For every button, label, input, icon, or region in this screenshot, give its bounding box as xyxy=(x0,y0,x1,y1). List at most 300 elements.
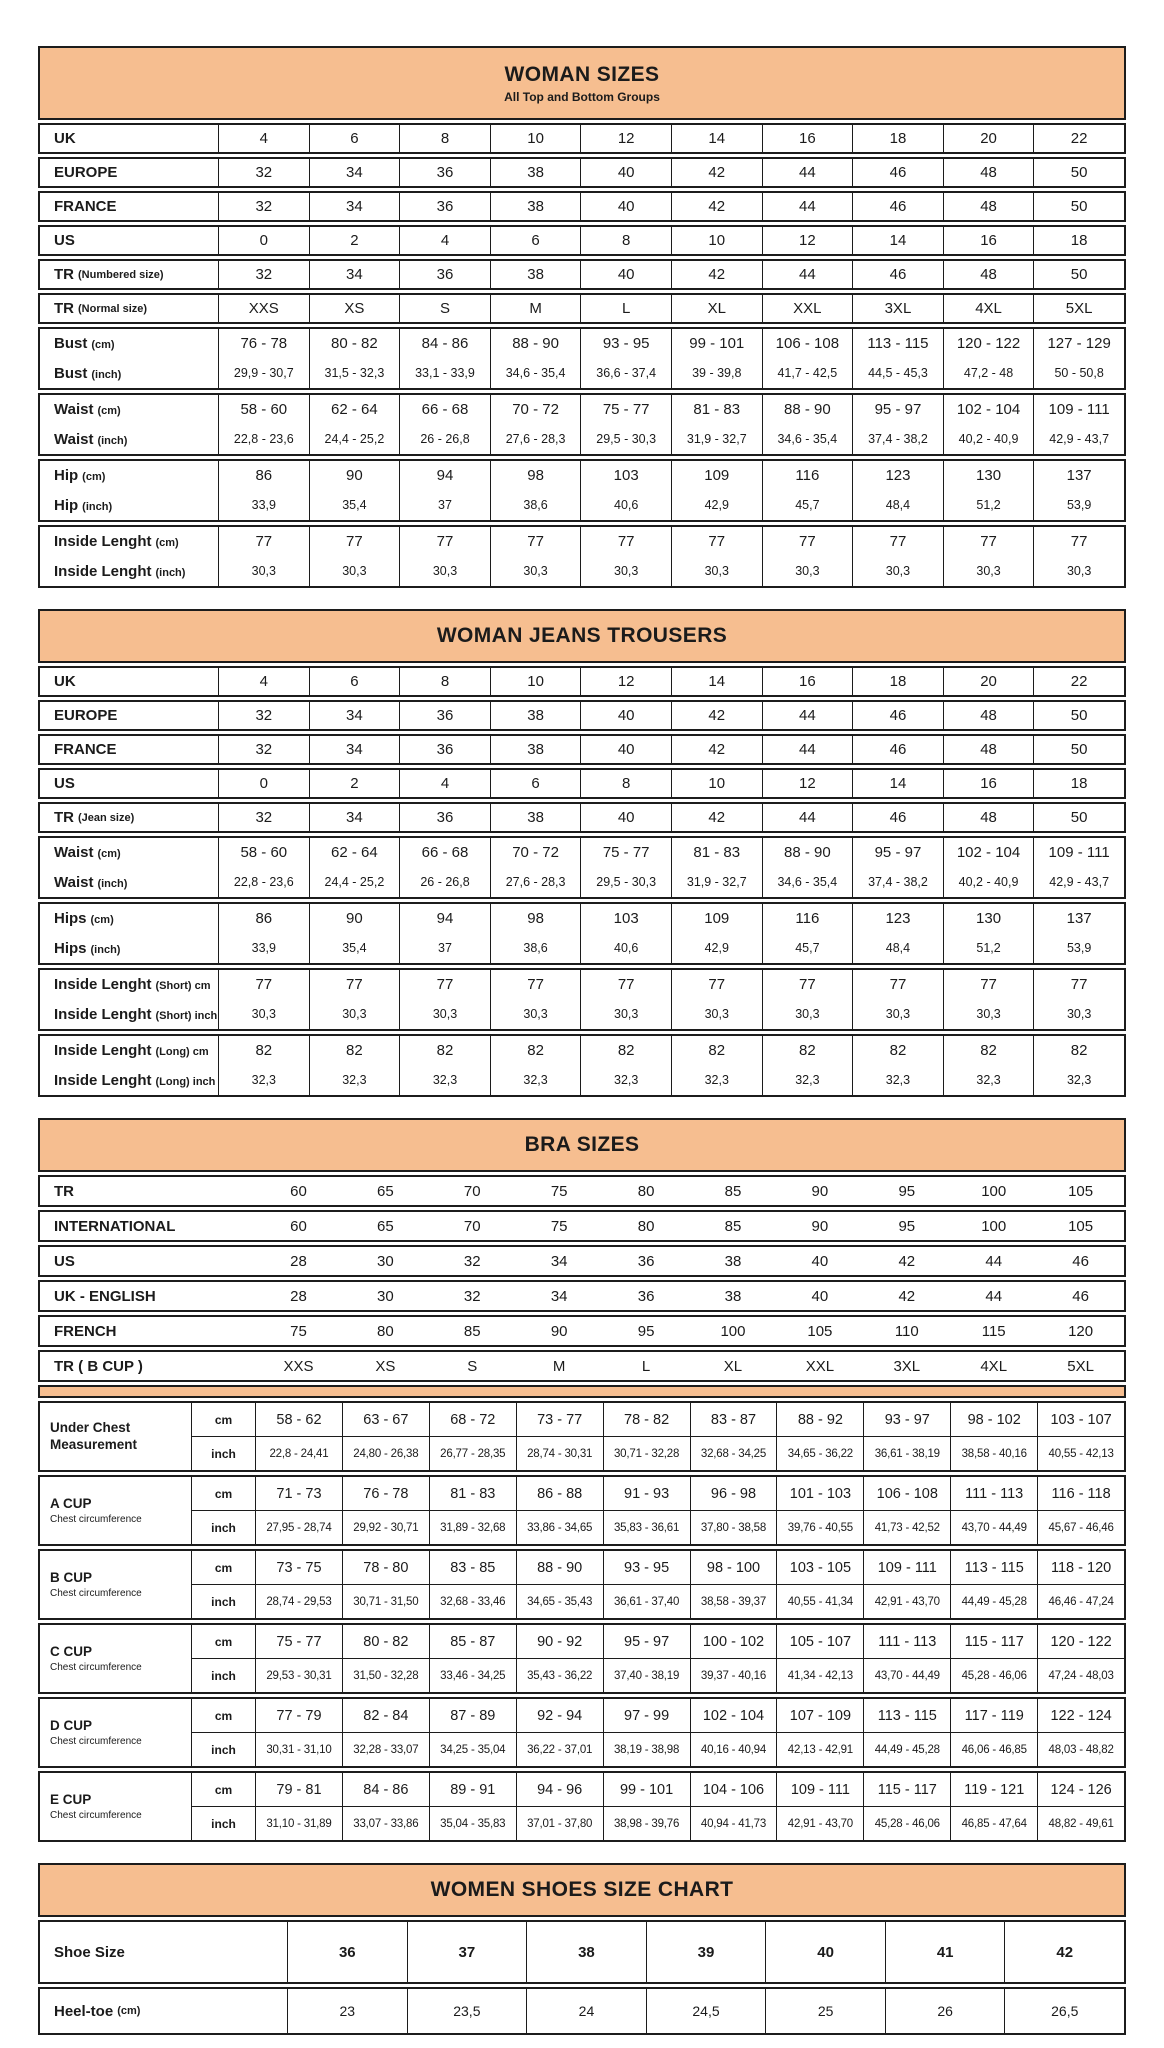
value-cell: 25 xyxy=(765,1989,885,2033)
value-column xyxy=(776,1477,863,1544)
row-label xyxy=(40,904,218,963)
value-column xyxy=(776,1699,863,1766)
value-inch: 41,73 - 42,52 xyxy=(864,1510,950,1544)
value-column xyxy=(603,1625,690,1692)
value-inch: 30,3 xyxy=(614,564,639,579)
value-inch: 40,55 - 41,34 xyxy=(777,1584,863,1618)
value-cell: 36 xyxy=(637,1252,655,1270)
value-cm: 137 xyxy=(1066,910,1092,928)
value-column xyxy=(852,527,943,586)
value-inch: 42,9 - 43,7 xyxy=(1049,432,1110,447)
value-cell: 3XL xyxy=(893,1357,921,1375)
cup-label: B CUP xyxy=(50,1569,93,1585)
value-cell: 36 xyxy=(399,159,490,186)
value-cell: 22 xyxy=(1033,668,1124,695)
value-column xyxy=(1033,970,1124,1029)
value-cm: 82 xyxy=(980,1042,997,1060)
row-label-note: (cm) xyxy=(97,848,121,861)
value-cell: 34 xyxy=(309,193,400,220)
row-label-text: Inside Lenght xyxy=(54,976,152,994)
jeans-trousers-table xyxy=(38,609,1126,1097)
value-cell: 10 xyxy=(671,227,762,254)
row-label xyxy=(40,261,218,288)
value-column xyxy=(342,1551,429,1618)
value-column xyxy=(950,1699,1037,1766)
value-cm: 77 xyxy=(436,533,454,551)
value-column xyxy=(309,838,400,897)
row-label-note: (cm) xyxy=(155,537,179,550)
value-cm: 93 - 95 xyxy=(602,335,650,353)
value-cm: 77 xyxy=(527,533,544,551)
value-cell: 38 xyxy=(526,1922,646,1982)
row-label-note: (inch) xyxy=(97,434,128,447)
value-column xyxy=(516,1699,603,1766)
value-cm: 68 - 72 xyxy=(450,1411,496,1428)
value-cell: 85 xyxy=(724,1217,742,1235)
value-cm: 82 xyxy=(708,1042,726,1060)
unit-column xyxy=(191,1403,255,1470)
table-row xyxy=(38,1920,1126,1984)
row-label-note: (Long) inch xyxy=(155,1075,216,1088)
value-column xyxy=(399,527,490,586)
value-inch: 30,3 xyxy=(1066,564,1092,579)
value-inch: 46,06 - 46,85 xyxy=(951,1732,1037,1766)
row-label-inch-line xyxy=(54,940,218,957)
value-cell: 40 xyxy=(580,261,671,288)
value-column xyxy=(218,1036,309,1095)
value-cell: 40 xyxy=(811,1252,829,1270)
value-inch: 33,07 - 33,86 xyxy=(343,1806,429,1840)
value-cell: 32 xyxy=(463,1287,481,1305)
value-column xyxy=(255,1551,342,1618)
value-cell: 36 xyxy=(399,193,490,220)
value-inch: 31,5 - 32,3 xyxy=(324,366,385,381)
jeans-title: WOMAN JEANS TROUSERS xyxy=(436,624,728,647)
row-label-note: (cm) xyxy=(90,914,114,927)
value-cell: 0 xyxy=(218,227,309,254)
value-cell: 120 xyxy=(1068,1322,1094,1340)
value-cm: 113 - 115 xyxy=(964,1559,1024,1576)
value-cm: 94 - 96 xyxy=(537,1781,583,1798)
value-cell: 42 xyxy=(1004,1922,1124,1982)
value-column xyxy=(580,461,671,520)
value-inch: 40,6 xyxy=(614,498,639,513)
row-label-note: (inch) xyxy=(97,877,128,890)
value-cell: 44 xyxy=(762,804,853,831)
value-cm: 77 xyxy=(708,976,726,994)
woman-sizes-rows xyxy=(38,123,1126,588)
value-cm: 130 xyxy=(976,467,1002,485)
value-cell: 4 xyxy=(218,125,309,152)
value-cell: L xyxy=(641,1357,651,1375)
cup-label: Under Chest Measurement xyxy=(50,1419,138,1452)
value-column xyxy=(516,1551,603,1618)
unit-inch-label: inch xyxy=(192,1658,255,1692)
value-column xyxy=(943,1036,1034,1095)
value-cell: 46 xyxy=(852,193,943,220)
value-cell: 95 xyxy=(898,1182,916,1200)
value-inch: 53,9 xyxy=(1066,941,1092,956)
value-cell: 75 xyxy=(290,1322,307,1340)
value-cell: 40 xyxy=(580,159,671,186)
value-cm: 98 xyxy=(527,910,544,928)
value-inch: 24,4 - 25,2 xyxy=(324,432,385,447)
value-inch: 51,2 xyxy=(976,941,1001,956)
value-cell: 48 xyxy=(943,804,1034,831)
value-inch: 44,49 - 45,28 xyxy=(951,1584,1037,1618)
value-cm: 99 - 101 xyxy=(619,1781,674,1798)
value-inch: 41,7 - 42,5 xyxy=(777,366,838,381)
value-cm: 77 - 79 xyxy=(276,1707,322,1724)
value-inch: 42,9 - 43,7 xyxy=(1049,875,1110,890)
row-label-text: TR xyxy=(54,300,74,317)
unit-cm-label: cm xyxy=(214,1708,233,1723)
value-column xyxy=(218,461,309,520)
value-column xyxy=(690,1477,777,1544)
table-row-group xyxy=(38,327,1126,390)
value-cell: 40 xyxy=(765,1922,885,1982)
row-label-cm-line xyxy=(54,910,218,927)
value-inch: 35,43 - 36,22 xyxy=(517,1658,603,1692)
value-cm: 82 xyxy=(255,1042,273,1060)
value-column xyxy=(1037,1477,1124,1544)
value-inch: 29,5 - 30,3 xyxy=(596,875,657,890)
value-column xyxy=(863,1773,950,1840)
value-inch: 29,92 - 30,71 xyxy=(343,1510,429,1544)
row-label-note: (Short) cm xyxy=(155,980,211,993)
value-inch: 28,74 - 29,53 xyxy=(256,1584,342,1618)
value-column xyxy=(490,970,581,1029)
value-cm: 95 - 97 xyxy=(874,844,922,862)
cup-sublabel: Chest circumference xyxy=(50,1514,142,1526)
table-row-group xyxy=(38,968,1126,1031)
value-cell: 26,5 xyxy=(1004,1989,1124,2033)
value-column xyxy=(342,1699,429,1766)
value-cm: 109 - 111 xyxy=(1048,844,1110,862)
unit-column xyxy=(191,1773,255,1840)
value-inch: 26,77 - 28,35 xyxy=(430,1436,516,1470)
row-label xyxy=(40,1352,255,1380)
value-cell: M xyxy=(490,295,581,322)
value-column xyxy=(1037,1773,1124,1840)
value-cell: 5XL xyxy=(1067,1357,1094,1375)
value-inch: 32,3 xyxy=(704,1073,729,1088)
value-cell: 8 xyxy=(580,770,671,797)
value-column xyxy=(943,970,1034,1029)
value-cm: 63 - 67 xyxy=(363,1411,409,1428)
value-cell: 32 xyxy=(218,261,309,288)
value-inch: 30,3 xyxy=(704,564,729,579)
value-inch: 26 - 26,8 xyxy=(420,875,470,890)
value-cm: 81 - 83 xyxy=(693,401,741,419)
value-cell: 44 xyxy=(762,159,853,186)
value-cm: 94 xyxy=(436,910,454,928)
value-cell: 36 xyxy=(399,804,490,831)
value-cm: 101 - 103 xyxy=(789,1485,852,1502)
cup-label: A CUP xyxy=(50,1495,92,1511)
value-cell: 24,5 xyxy=(646,1989,766,2033)
bra-measure-group xyxy=(38,1475,1126,1546)
value-cm: 88 - 90 xyxy=(512,335,559,353)
value-cell: 18 xyxy=(1033,770,1124,797)
row-label-note: (cm) xyxy=(117,2005,141,2017)
value-cell: 42 xyxy=(671,261,762,288)
cup-sublabel: Chest circumference xyxy=(50,1662,142,1674)
value-inch: 30,3 xyxy=(795,1007,820,1022)
value-inch: 30,71 - 32,28 xyxy=(604,1436,690,1470)
value-column xyxy=(1037,1551,1124,1618)
row-label xyxy=(40,1403,191,1470)
value-column xyxy=(690,1403,777,1470)
value-column xyxy=(516,1403,603,1470)
value-inch: 32,3 xyxy=(976,1073,1001,1088)
value-cell: XL xyxy=(671,295,762,322)
cup-label: E CUP xyxy=(50,1791,92,1807)
value-inch: 36,61 - 37,40 xyxy=(604,1584,690,1618)
value-cell: 48 xyxy=(943,702,1034,729)
value-cell: 80 xyxy=(637,1182,655,1200)
row-label xyxy=(40,125,218,152)
value-cell: 38 xyxy=(490,159,581,186)
value-cell: 32 xyxy=(463,1252,481,1270)
value-cm: 111 - 113 xyxy=(965,1485,1024,1502)
value-inch: 42,91 - 43,70 xyxy=(777,1806,863,1840)
value-cm: 89 - 91 xyxy=(450,1781,496,1798)
value-inch: 30,3 xyxy=(795,564,820,579)
value-cell: 32 xyxy=(218,702,309,729)
value-inch: 22,8 - 23,6 xyxy=(233,432,294,447)
value-cell: 0 xyxy=(218,770,309,797)
value-column xyxy=(490,904,581,963)
value-cm: 87 - 89 xyxy=(450,1707,496,1724)
value-cm: 77 xyxy=(799,976,816,994)
value-cm: 103 xyxy=(613,910,639,928)
value-column xyxy=(690,1551,777,1618)
row-label-text: INTERNATIONAL xyxy=(54,1217,176,1235)
value-column xyxy=(762,1036,853,1095)
value-cm: 77 xyxy=(255,976,273,994)
value-cell: 42 xyxy=(898,1287,916,1305)
value-cell: M xyxy=(552,1357,566,1375)
bra-measure-group xyxy=(38,1401,1126,1472)
value-column xyxy=(255,1773,342,1840)
row-label xyxy=(40,970,218,1029)
value-cell: 16 xyxy=(762,668,853,695)
row-label-note: (Jean size) xyxy=(78,811,135,824)
value-column xyxy=(399,838,490,897)
table-row-group xyxy=(38,525,1126,588)
value-cell: 4 xyxy=(399,227,490,254)
value-inch: 32,3 xyxy=(614,1073,639,1088)
row-label-inch-line xyxy=(54,874,218,891)
value-column xyxy=(671,904,762,963)
value-cm: 86 - 88 xyxy=(537,1485,583,1502)
value-inch: 35,4 xyxy=(342,498,367,513)
row-label-cm-line xyxy=(54,401,218,418)
value-cm: 117 - 119 xyxy=(964,1707,1024,1724)
value-cell: 36 xyxy=(399,736,490,763)
value-column xyxy=(863,1551,950,1618)
value-inch: 33,46 - 34,25 xyxy=(430,1658,516,1692)
value-inch: 51,2 xyxy=(976,498,1001,513)
value-column xyxy=(429,1773,516,1840)
value-inch: 33,9 xyxy=(251,941,276,956)
value-cell: 60 xyxy=(290,1182,307,1200)
value-cell: 16 xyxy=(762,125,853,152)
value-inch: 30,31 - 31,10 xyxy=(256,1732,342,1766)
value-cell: XS xyxy=(309,295,400,322)
value-cell: XXL xyxy=(805,1357,835,1375)
value-cell: 90 xyxy=(811,1217,829,1235)
row-label-note: (inch) xyxy=(90,943,121,956)
value-cell: 4XL xyxy=(980,1357,1008,1375)
value-inch: 40,2 - 40,9 xyxy=(958,432,1019,447)
row-label-inch-line xyxy=(54,431,218,448)
row-label-text: Bust xyxy=(54,335,88,353)
value-cell: 26 xyxy=(885,1989,1005,2033)
value-cm: 113 - 115 xyxy=(877,1707,937,1724)
row-label xyxy=(40,1212,255,1240)
value-cell: 32 xyxy=(218,736,309,763)
value-cm: 90 xyxy=(346,910,363,928)
value-cell: 34 xyxy=(309,702,400,729)
value-cm: 83 - 87 xyxy=(710,1411,757,1428)
value-cell: 10 xyxy=(490,668,581,695)
value-column xyxy=(776,1625,863,1692)
value-column xyxy=(218,527,309,586)
table-row-group xyxy=(38,1034,1126,1097)
value-inch: 40,2 - 40,9 xyxy=(958,875,1019,890)
value-cm: 82 xyxy=(799,1042,816,1060)
value-column xyxy=(950,1551,1037,1618)
value-cell: 46 xyxy=(852,702,943,729)
row-label-text: Inside Lenght xyxy=(54,1071,152,1089)
value-cell: 40 xyxy=(580,736,671,763)
row-label-cm-line xyxy=(54,976,218,993)
value-cm: 109 - 111 xyxy=(790,1781,850,1798)
value-column xyxy=(762,461,853,520)
value-inch: 42,91 - 43,70 xyxy=(864,1584,950,1618)
value-cell: XXL xyxy=(762,295,853,322)
value-cm: 78 - 80 xyxy=(363,1559,409,1576)
value-inch: 30,3 xyxy=(976,564,1001,579)
value-cm: 137 xyxy=(1066,467,1092,485)
value-cell: 80 xyxy=(377,1322,394,1340)
value-cell: 3XL xyxy=(852,295,943,322)
value-cell: S xyxy=(399,295,490,322)
value-cell: 6 xyxy=(309,125,400,152)
value-cell: 38 xyxy=(490,736,581,763)
value-inch: 31,9 - 32,7 xyxy=(686,432,747,447)
value-cell: 90 xyxy=(550,1322,568,1340)
shoes-rows xyxy=(38,1920,1126,2035)
table-row xyxy=(38,191,1126,222)
table-row xyxy=(38,802,1126,833)
value-cm: 58 - 60 xyxy=(240,844,288,862)
value-column xyxy=(399,395,490,454)
value-inch: 30,71 - 31,50 xyxy=(343,1584,429,1618)
row-label-inch-line xyxy=(54,1006,218,1023)
value-cm: 105 - 107 xyxy=(789,1633,852,1650)
value-column xyxy=(580,904,671,963)
unit-column xyxy=(191,1699,255,1766)
value-cm: 109 xyxy=(704,910,730,928)
value-inch: 29,9 - 30,7 xyxy=(233,366,294,381)
row-label-inch-line xyxy=(54,365,218,382)
value-cell: 100 xyxy=(981,1217,1007,1235)
value-cm: 118 - 120 xyxy=(1051,1559,1112,1576)
value-column xyxy=(863,1699,950,1766)
value-cm: 82 xyxy=(527,1042,544,1060)
value-cell: 5XL xyxy=(1033,295,1124,322)
value-inch: 30,3 xyxy=(342,1007,367,1022)
woman-sizes-subtitle: All Top and Bottom Groups xyxy=(504,89,660,104)
unit-column xyxy=(191,1551,255,1618)
bra-sizes-table xyxy=(38,1118,1126,1842)
value-cm: 95 - 97 xyxy=(874,401,922,419)
value-cm: 109 - 111 xyxy=(877,1559,937,1576)
value-column xyxy=(218,838,309,897)
value-cell: 85 xyxy=(724,1182,742,1200)
value-cell: 12 xyxy=(762,227,853,254)
value-cm: 130 xyxy=(976,910,1002,928)
row-label-text: TR xyxy=(54,809,74,826)
value-column xyxy=(218,904,309,963)
value-cell: 2 xyxy=(309,770,400,797)
row-label xyxy=(40,668,218,695)
value-cm: 76 - 78 xyxy=(240,335,288,353)
value-cm: 111 - 113 xyxy=(878,1633,937,1650)
value-inch: 34,65 - 36,22 xyxy=(777,1436,863,1470)
row-label xyxy=(40,227,218,254)
value-inch: 44,5 - 45,3 xyxy=(868,366,928,381)
value-cell: 46 xyxy=(852,736,943,763)
value-cm: 66 - 68 xyxy=(421,401,469,419)
value-column xyxy=(603,1773,690,1840)
value-column xyxy=(255,1477,342,1544)
value-column xyxy=(762,904,853,963)
value-column xyxy=(762,527,853,586)
value-cm: 82 xyxy=(617,1042,635,1060)
value-cell: 100 xyxy=(981,1182,1007,1200)
value-cm: 106 - 108 xyxy=(775,335,840,353)
unit-cm-label: cm xyxy=(214,1782,233,1797)
row-label-note: (Short) inch xyxy=(155,1009,218,1022)
value-cell: 8 xyxy=(580,227,671,254)
value-inch: 32,3 xyxy=(251,1073,276,1088)
value-cm: 58 - 62 xyxy=(276,1411,322,1428)
value-inch: 45,7 xyxy=(795,941,820,956)
value-inch: 30,3 xyxy=(885,564,911,579)
row-label xyxy=(40,329,218,388)
value-column xyxy=(852,838,943,897)
value-inch: 33,9 xyxy=(251,498,276,513)
row-label xyxy=(40,295,218,322)
value-column xyxy=(671,461,762,520)
value-cm: 122 - 124 xyxy=(1050,1707,1112,1724)
value-cm: 98 xyxy=(527,467,544,485)
value-cell: 28 xyxy=(290,1252,307,1270)
value-column xyxy=(603,1699,690,1766)
row-label xyxy=(40,1247,255,1275)
value-inch: 40,55 - 42,13 xyxy=(1038,1436,1124,1470)
value-column xyxy=(852,904,943,963)
value-cm: 97 - 99 xyxy=(624,1707,670,1724)
value-cell: 46 xyxy=(852,159,943,186)
value-column xyxy=(490,1036,581,1095)
value-cell: 42 xyxy=(671,736,762,763)
value-column xyxy=(580,970,671,1029)
